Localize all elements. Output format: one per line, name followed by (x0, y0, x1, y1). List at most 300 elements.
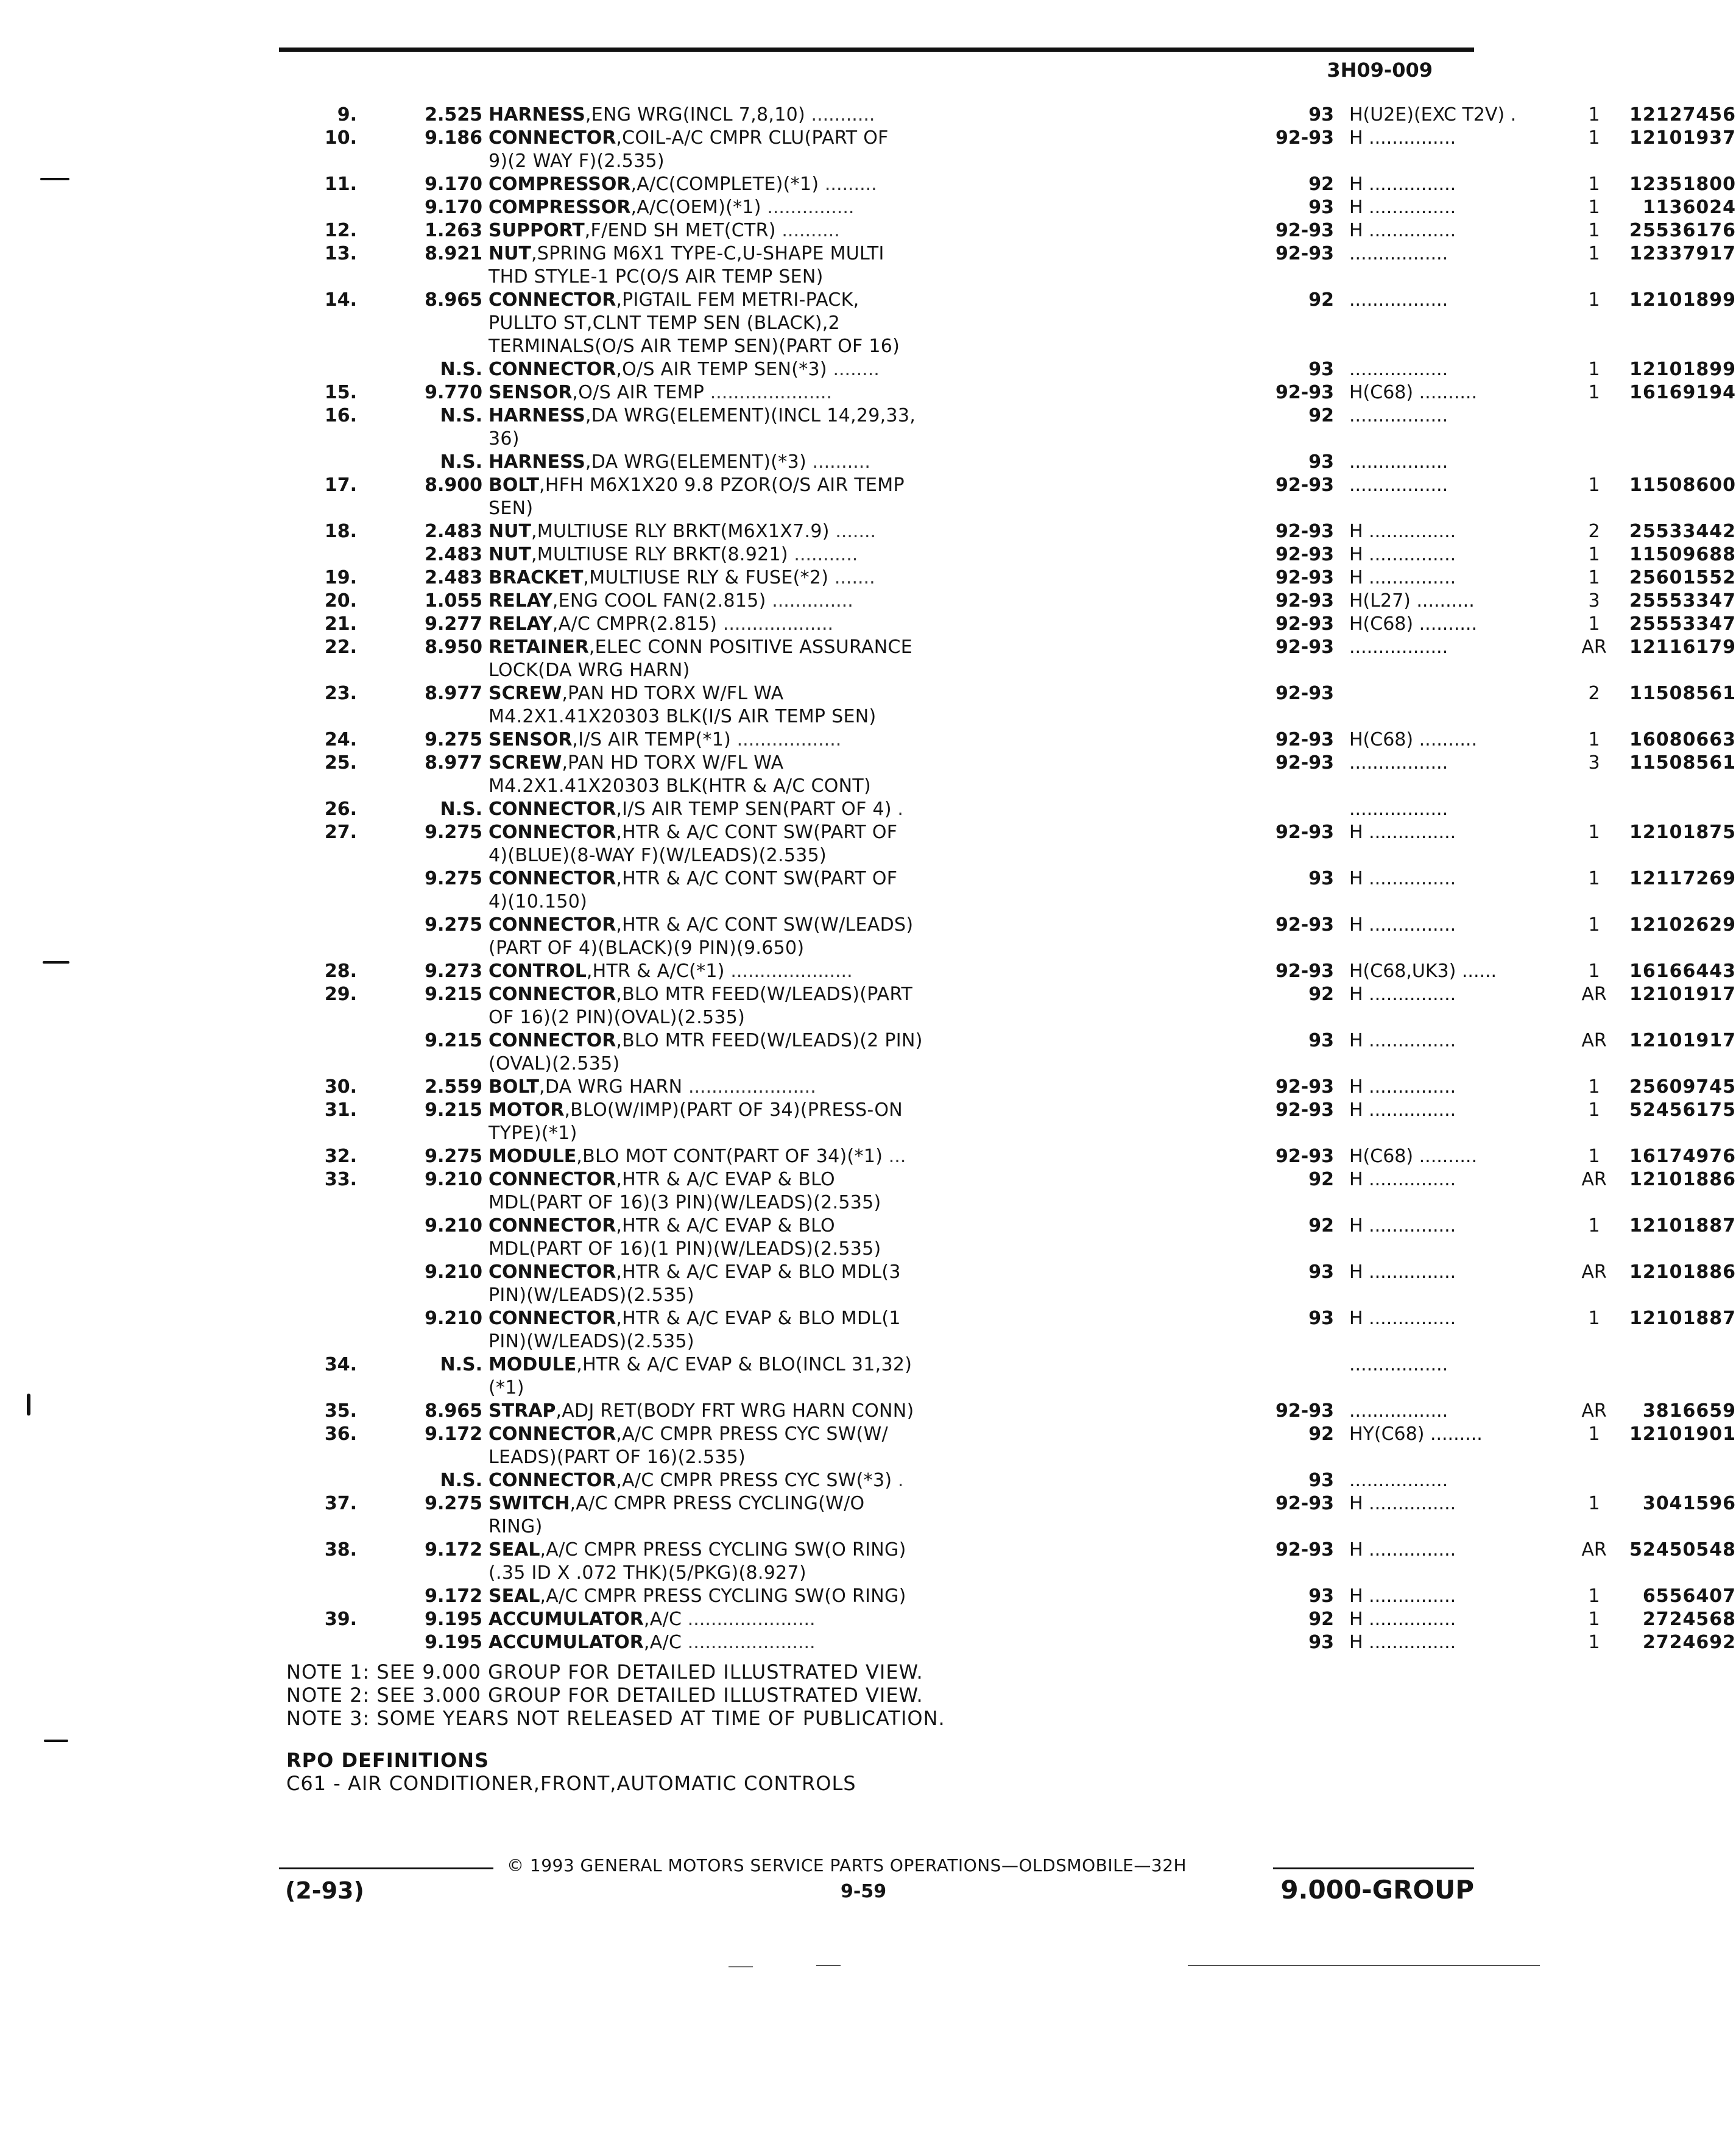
group-number: 2.483 (425, 521, 482, 542)
usage-option: ................. (1349, 359, 1448, 380)
quantity: 1 (1588, 174, 1600, 195)
part-detail: ,PIGTAIL FEM METRI-PACK, (616, 289, 859, 311)
item-number: 39. (324, 1609, 357, 1630)
model-years: 92-93 (1276, 636, 1334, 658)
footer-rule-right (1273, 1867, 1474, 1869)
part-number: 25553347 (1629, 613, 1736, 635)
usage-option: ................. (1349, 243, 1448, 264)
quantity: 1 (1588, 220, 1600, 241)
part-detail: ,BLO MTR FEED(W/LEADS)(2 PIN) (616, 1030, 923, 1051)
parts-row (268, 1377, 1480, 1400)
part-detail: (.35 ID X .072 THK)(5/PKG)(8.927) (489, 1562, 806, 1584)
part-description (489, 1168, 1259, 1191)
item-number: 31. (324, 1099, 357, 1121)
usage-option: ................. (1349, 752, 1448, 774)
part-description (489, 682, 1259, 705)
part-name: COMPRESSOR (489, 174, 631, 195)
group-number: N.S. (440, 799, 482, 820)
part-name: MOTOR (489, 1099, 565, 1121)
group-number: 2.483 (425, 544, 482, 565)
part-description (489, 242, 1259, 266)
usage-option: ................. (1349, 1400, 1448, 1422)
group-number: 8.977 (425, 683, 482, 704)
part-detail: ,A/C CMPR PRESS CYCLING SW(O RING) (540, 1585, 906, 1607)
usage-option: ................. (1349, 405, 1448, 426)
item-number: 37. (324, 1493, 357, 1514)
part-description (489, 1261, 1259, 1284)
parts-row (268, 705, 1480, 728)
part-description (489, 867, 1259, 890)
part-description (489, 173, 1259, 196)
part-detail: MDL(PART OF 16)(3 PIN)(W/LEADS)(2.535) (489, 1192, 881, 1213)
part-number: 12101937 (1629, 127, 1736, 149)
rpo-heading: RPO DEFINITIONS (286, 1749, 490, 1772)
part-description (489, 1145, 1259, 1168)
parts-row (268, 659, 1480, 682)
usage-option: ................. (1349, 474, 1448, 496)
part-name: SENSOR (489, 729, 573, 750)
part-detail: (*1) (489, 1377, 524, 1398)
usage-option: ................. (1349, 1470, 1448, 1491)
part-detail: ,BLO MOT CONT(PART OF 34)(*1) (576, 1146, 883, 1167)
usage-option: HY(C68) ......... (1349, 1423, 1483, 1445)
item-number: 28. (324, 961, 357, 982)
group-number: 1.055 (425, 590, 482, 612)
revision-date: (2-93) (285, 1877, 364, 1904)
usage-option: H(U2E)(EXC T2V) . (1349, 104, 1517, 125)
part-name: NUT (489, 243, 531, 264)
part-detail: ,MULTIUSE RLY BRKT(M6X1X7.9) (531, 521, 830, 542)
part-number: 11508600 (1629, 474, 1736, 496)
model-years: 92-93 (1276, 822, 1334, 843)
model-years: 93 (1308, 451, 1334, 473)
part-detail: 4)(BLUE)(8-WAY F)(W/LEADS)(2.535) (489, 845, 827, 866)
dot-leader: ....... (829, 521, 877, 542)
parts-row (268, 1238, 1480, 1261)
dot-leader: . (891, 799, 903, 820)
dot-leader: ... (883, 1146, 906, 1167)
note-line: NOTE 3: SOME YEARS NOT RELEASED AT TIME OF PUBLICATION. (286, 1707, 945, 1730)
part-detail: ,A/C CMPR PRESS CYCLING SW(O RING) (540, 1539, 906, 1560)
part-name: CONNECTOR (489, 822, 616, 843)
scan-mark (43, 961, 69, 964)
copyright-line: © 1993 GENERAL MOTORS SERVICE PARTS OPERATIONS—OLDSMOBILE—32H (507, 1855, 1187, 1875)
part-detail: PULLTO ST,CLNT TEMP SEN (BLACK),2 (489, 312, 840, 334)
part-detail: ,A/C (643, 1609, 682, 1630)
quantity: 1 (1588, 1308, 1600, 1329)
group-number: 8.900 (425, 474, 482, 496)
item-number: 27. (324, 822, 357, 843)
part-detail: ,A/C(OEM)(*1) (630, 197, 761, 218)
part-detail: ,HTR & A/C(*1) (586, 961, 725, 982)
model-years: 92-93 (1276, 1493, 1334, 1514)
parts-row (268, 1330, 1480, 1353)
part-number: 11508561 (1629, 752, 1736, 774)
part-detail: ,ELEC CONN POSITIVE ASSURANCE (588, 636, 912, 658)
group-number: 9.170 (425, 197, 482, 218)
part-name: SENSOR (489, 382, 573, 403)
part-description (489, 127, 1259, 150)
parts-row (268, 983, 1736, 1006)
model-years: 92-93 (1276, 914, 1334, 936)
part-name: HARNESS (489, 104, 585, 125)
model-years: 93 (1308, 1261, 1334, 1283)
part-description (489, 497, 1259, 520)
part-description (489, 775, 1259, 798)
part-description (489, 543, 1259, 566)
item-number: 15. (324, 382, 357, 403)
part-name: CONNECTOR (489, 914, 616, 936)
part-description (489, 613, 1259, 636)
part-detail: ,HTR & A/C CONT SW(W/LEADS) (616, 914, 914, 936)
quantity: AR (1581, 1261, 1607, 1283)
item-number: 18. (324, 521, 357, 542)
part-name: BOLT (489, 1076, 539, 1098)
part-detail: M4.2X1.41X20303 BLK(I/S AIR TEMP SEN) (489, 706, 877, 727)
part-name: BOLT (489, 474, 539, 496)
item-number: 11. (324, 174, 357, 195)
part-name: BRACKET (489, 567, 584, 588)
usage-option: H ............... (1349, 868, 1456, 889)
part-name: HARNESS (489, 451, 585, 473)
item-number: 19. (324, 567, 357, 588)
model-years: 92 (1308, 289, 1334, 311)
parts-row (268, 636, 1736, 659)
part-name: ACCUMULATOR (489, 1609, 644, 1630)
model-years: 93 (1308, 359, 1334, 380)
usage-option: H ............... (1349, 544, 1456, 565)
part-detail: ,A/C CMPR PRESS CYC SW(*3) (616, 1470, 892, 1491)
part-name: NUT (489, 544, 531, 565)
part-detail: ,HTR & A/C EVAP & BLO MDL(3 (616, 1261, 901, 1283)
part-detail: ,HTR & A/C CONT SW(PART OF (616, 868, 898, 889)
scan-mark (44, 1740, 68, 1742)
item-number: 32. (324, 1146, 357, 1167)
group-number: 9.210 (425, 1215, 482, 1236)
usage-option: H(C68) .......... (1349, 1146, 1477, 1167)
usage-option: ................. (1349, 451, 1448, 473)
group-number: 9.273 (425, 961, 482, 982)
scan-mark (729, 1966, 753, 1967)
part-detail: ,HTR & A/C EVAP & BLO (616, 1215, 835, 1236)
part-detail: ,PAN HD TORX W/FL WA (562, 752, 784, 774)
parts-row (268, 219, 1736, 242)
part-name: CONNECTOR (489, 1470, 616, 1491)
quantity: AR (1581, 984, 1607, 1005)
quantity: 1 (1588, 868, 1600, 889)
item-number: 10. (324, 127, 357, 149)
model-years: 93 (1308, 1585, 1334, 1607)
group-number: N.S. (440, 451, 482, 473)
part-description (489, 1006, 1259, 1029)
part-name: CONNECTOR (489, 1261, 616, 1283)
part-detail: ,ENG WRG(INCL 7,8,10) (585, 104, 805, 125)
group-number: 9.275 (425, 822, 482, 843)
quantity: 1 (1588, 1609, 1600, 1630)
part-name: CONNECTOR (489, 984, 616, 1005)
usage-option: ................. (1349, 1354, 1448, 1375)
part-description (489, 1446, 1259, 1469)
dot-leader: ........ (827, 359, 880, 380)
part-description (489, 798, 1259, 821)
parts-row (268, 728, 1736, 752)
parts-row (268, 613, 1736, 636)
parts-row (268, 1168, 1736, 1191)
parts-row (268, 960, 1736, 983)
rpo-definitions (286, 1749, 1322, 1795)
dot-leader: .................. (731, 729, 842, 750)
group-number: 9.195 (425, 1609, 482, 1630)
group-number: 9.215 (425, 984, 482, 1005)
part-description (489, 821, 1259, 844)
item-number: 12. (324, 220, 357, 241)
part-description (489, 1284, 1259, 1307)
part-detail: ,MULTIUSE RLY BRKT(8.921) (531, 544, 788, 565)
parts-row (268, 682, 1736, 705)
part-description (489, 1377, 1259, 1400)
dot-leader: ................... (717, 613, 834, 635)
group-number: 9.210 (425, 1308, 482, 1329)
part-number: 25553347 (1629, 590, 1736, 612)
parts-row (268, 497, 1480, 520)
item-number: 17. (324, 474, 357, 496)
quantity: 1 (1588, 127, 1600, 149)
group-number: 8.965 (425, 289, 482, 311)
part-name: CONNECTOR (489, 1308, 616, 1329)
parts-row (268, 127, 1736, 150)
part-detail: ,F/END SH MET(CTR) (584, 220, 776, 241)
parts-row (268, 937, 1480, 960)
part-number: 25533442 (1629, 521, 1736, 542)
quantity: 3 (1588, 590, 1600, 612)
dot-leader: .......... (806, 451, 870, 473)
group-number: 8.950 (425, 636, 482, 658)
model-years: 92 (1308, 405, 1334, 426)
usage-option: H ............... (1349, 1585, 1456, 1607)
part-number: 12101901 (1629, 1423, 1736, 1445)
part-name: SUPPORT (489, 220, 585, 241)
quantity: 1 (1588, 104, 1600, 125)
parts-list (268, 104, 1736, 1654)
part-description (489, 960, 1259, 983)
group-number: 9.275 (425, 729, 482, 750)
quantity: AR (1581, 1400, 1607, 1422)
part-description (489, 1608, 1259, 1631)
part-detail: ,BLO(W/IMP)(PART OF 34)(PRESS-ON (564, 1099, 903, 1121)
part-description (489, 752, 1259, 775)
group-number: N.S. (440, 405, 482, 426)
group-number: N.S. (440, 1354, 482, 1375)
part-detail: THD STYLE-1 PC(O/S AIR TEMP SEN) (489, 266, 824, 287)
part-description (489, 659, 1259, 682)
model-years: 92 (1308, 1609, 1334, 1630)
parts-row (268, 1122, 1480, 1145)
parts-row (268, 890, 1480, 914)
usage-option: H ............... (1349, 1632, 1456, 1653)
part-detail: 36) (489, 428, 520, 450)
quantity: AR (1581, 1539, 1607, 1560)
part-detail: RING) (489, 1516, 543, 1537)
part-number: 11509688 (1629, 544, 1736, 565)
parts-row (268, 543, 1736, 566)
parts-row (268, 1076, 1736, 1099)
quantity: 1 (1588, 1493, 1600, 1514)
dot-leader: ........... (805, 104, 875, 125)
quantity: 1 (1588, 914, 1600, 936)
item-number: 35. (324, 1400, 357, 1422)
item-number: 25. (324, 752, 357, 774)
parts-row (268, 242, 1736, 266)
model-years: 92-93 (1276, 1076, 1334, 1098)
quantity: 1 (1588, 382, 1600, 403)
parts-row (268, 196, 1736, 219)
part-detail: ,A/C CMPR(2.815) (552, 613, 718, 635)
part-name: STRAP (489, 1400, 556, 1422)
quantity: 1 (1588, 1423, 1600, 1445)
part-description (489, 312, 1259, 335)
quantity: AR (1581, 1030, 1607, 1051)
part-detail: ,HFH M6X1X20 9.8 PZOR(O/S AIR TEMP (538, 474, 905, 496)
dot-leader: ..................... (704, 382, 832, 403)
part-name: SEAL (489, 1585, 540, 1607)
parts-row (268, 428, 1480, 451)
part-description (489, 1307, 1259, 1330)
parts-row (268, 1492, 1736, 1515)
parts-row (268, 1446, 1480, 1469)
part-name: CONNECTOR (489, 289, 616, 311)
part-name: HARNESS (489, 405, 585, 426)
model-years: 92-93 (1276, 243, 1334, 264)
parts-row (268, 266, 1480, 289)
item-number: 16. (324, 405, 357, 426)
part-detail: 4)(10.150) (489, 891, 588, 912)
parts-row (268, 1053, 1480, 1076)
quantity: 1 (1588, 289, 1600, 311)
part-detail: ,PAN HD TORX W/FL WA (562, 683, 784, 704)
part-number: 12101917 (1629, 984, 1736, 1005)
part-description (489, 1515, 1259, 1539)
dot-leader: ..................... (724, 961, 853, 982)
dot-leader: ...................... (682, 1609, 816, 1630)
model-years: 92 (1308, 1215, 1334, 1236)
part-name: CONNECTOR (489, 1215, 616, 1236)
part-detail: (PART OF 4)(BLACK)(9 PIN)(9.650) (489, 937, 805, 959)
part-description (489, 335, 1259, 358)
dot-leader: . (892, 1470, 904, 1491)
parts-row (268, 914, 1736, 937)
part-number: 52450548 (1629, 1539, 1736, 1560)
parts-row (268, 1562, 1480, 1585)
parts-row (268, 150, 1480, 173)
part-description (489, 289, 1259, 312)
part-detail: ,I/S AIR TEMP(*1) (572, 729, 732, 750)
quantity: 1 (1588, 613, 1600, 635)
part-name: CONNECTOR (489, 359, 616, 380)
model-years: 93 (1308, 1470, 1334, 1491)
part-detail: ,MULTIUSE RLY & FUSE(*2) (583, 567, 829, 588)
parts-row (268, 775, 1480, 798)
part-description (489, 1423, 1259, 1446)
model-years: 92-93 (1276, 220, 1334, 241)
model-years: 92-93 (1276, 382, 1334, 403)
quantity: 1 (1588, 1215, 1600, 1236)
usage-option: H ............... (1349, 1308, 1456, 1329)
parts-row (268, 844, 1480, 867)
parts-row (268, 1515, 1480, 1539)
parts-row (268, 1631, 1736, 1654)
part-name: CONNECTOR (489, 1169, 616, 1190)
quantity: AR (1581, 1169, 1607, 1190)
dot-leader: ............... (761, 197, 855, 218)
group-number: 9.170 (425, 174, 482, 195)
usage-option: H ............... (1349, 914, 1456, 936)
parts-row (268, 1423, 1736, 1446)
usage-option: H ............... (1349, 1539, 1456, 1560)
part-name: CONNECTOR (489, 799, 616, 820)
scan-mark (40, 178, 69, 180)
model-years: 93 (1308, 197, 1334, 218)
part-name: CONNECTOR (489, 868, 616, 889)
group-number: 9.195 (425, 1632, 482, 1653)
part-number: 3816659 (1642, 1400, 1736, 1422)
item-number: 29. (324, 984, 357, 1005)
part-detail: ,A/C CMPR PRESS CYCLING(W/O (570, 1493, 865, 1514)
part-number: 25601552 (1629, 567, 1736, 588)
parts-row (268, 798, 1480, 821)
part-description (489, 983, 1259, 1006)
note-line: NOTE 2: SEE 3.000 GROUP FOR DETAILED ILLUSTRATED VIEW. (286, 1684, 923, 1707)
part-description (489, 1400, 1259, 1423)
usage-option: H ............... (1349, 1261, 1456, 1283)
part-description (489, 474, 1259, 497)
dot-leader: ....... (828, 567, 875, 588)
part-name: NUT (489, 521, 531, 542)
part-description (489, 1330, 1259, 1353)
quantity: 1 (1588, 729, 1600, 750)
parts-row (268, 335, 1480, 358)
model-years: 93 (1308, 104, 1334, 125)
part-description (489, 1099, 1259, 1122)
parts-row (268, 173, 1736, 196)
part-name: RETAINER (489, 636, 589, 658)
quantity: 1 (1588, 243, 1600, 264)
item-number: 33. (324, 1169, 357, 1190)
model-years: 92-93 (1276, 521, 1334, 542)
model-years: 92-93 (1276, 752, 1334, 774)
part-detail: (OVAL)(2.535) (489, 1053, 620, 1074)
item-number: 26. (324, 799, 357, 820)
model-years: 92-93 (1276, 1146, 1334, 1167)
usage-option: ................. (1349, 799, 1448, 820)
part-description (489, 890, 1259, 914)
parts-row (268, 1215, 1736, 1238)
group-number: 9.215 (425, 1099, 482, 1121)
part-description (489, 1215, 1259, 1238)
group-number: 8.965 (425, 1400, 482, 1422)
usage-option: ................. (1349, 289, 1448, 311)
quantity: 1 (1588, 1076, 1600, 1098)
part-description (489, 566, 1259, 590)
part-number: 12101899 (1629, 289, 1736, 311)
item-number: 34. (324, 1354, 357, 1375)
dot-leader: .......... (775, 220, 840, 241)
parts-row (268, 1353, 1480, 1377)
model-years: 92-93 (1276, 544, 1334, 565)
part-detail: ,I/S AIR TEMP SEN(PART OF 4) (616, 799, 892, 820)
item-number: 20. (324, 590, 357, 612)
quantity: 1 (1588, 197, 1600, 218)
usage-option: H ............... (1349, 567, 1456, 588)
